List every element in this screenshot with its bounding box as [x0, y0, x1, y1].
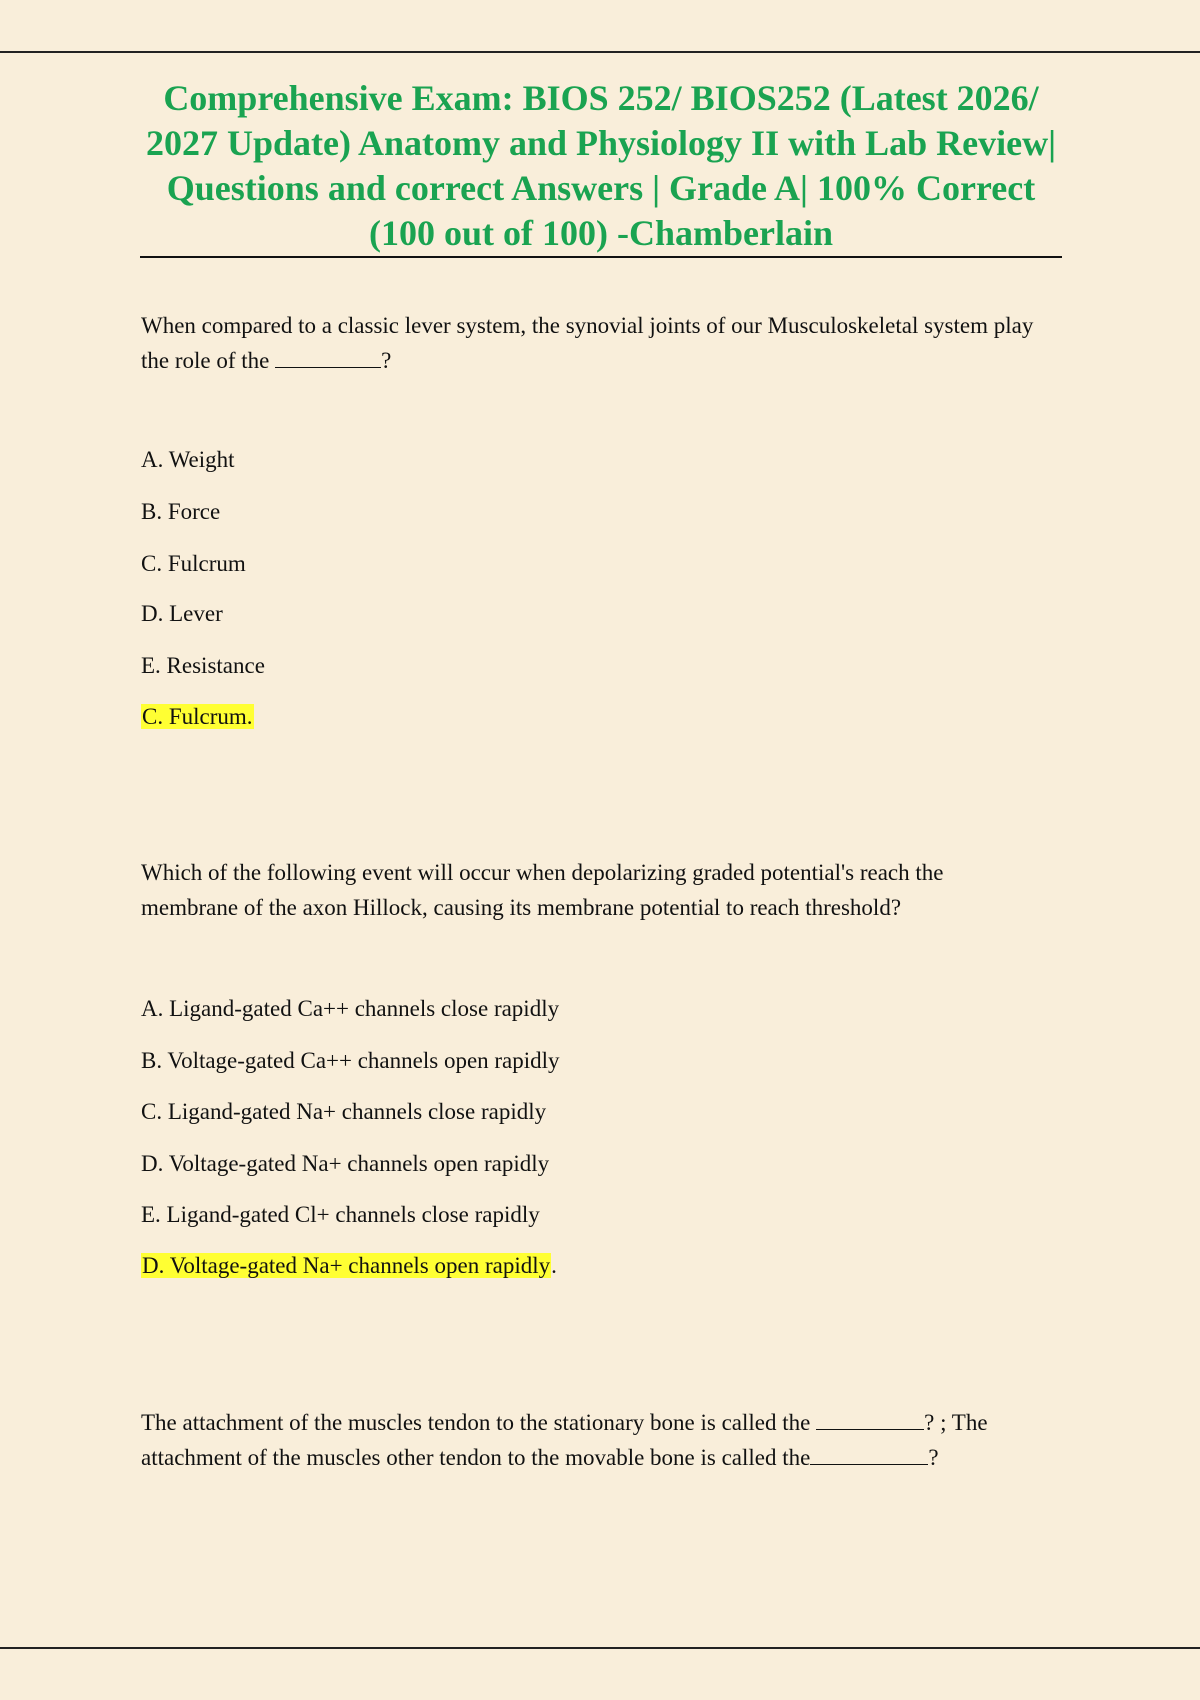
answer-blank	[816, 1407, 924, 1430]
question-1	[141, 308, 1081, 378]
question-1-option-e: E. Resistance	[141, 653, 265, 678]
question-2	[141, 855, 1081, 925]
title-line-1: Comprehensive Exam: BIOS 252/ BIOS252 (Latest 2026/	[163, 78, 1039, 118]
question-3-line-1-end: ? ; The	[924, 1410, 988, 1435]
question-1-line-2	[141, 343, 1081, 378]
question-3-line-2-text: attachment of the muscles other tendon to the movable bone is called the	[141, 1445, 811, 1470]
question-2-answer	[141, 1251, 557, 1281]
question-1-line-1: When compared to a classic lever system, the synovial joints of our Musculoskeletal system play	[141, 313, 1034, 338]
question-3-line-1-text: The attachment of the muscles tendon to the stationary bone is called the	[141, 1410, 811, 1435]
question-1-option-b: B. Force	[141, 499, 221, 524]
question-1-answer-highlight: C. Fulcrum.	[142, 704, 253, 729]
question-3-line-1	[141, 1405, 1081, 1440]
question-2-answer-end: .	[551, 1253, 557, 1278]
title-line-3: Questions and correct Answers | Grade A| 100% Correct	[166, 168, 1036, 208]
question-2-line-2: membrane of the axon Hillock, causing its membrane potential to reach threshold?	[141, 895, 902, 920]
question-2-option-c: C. Ligand-gated Na+ channels close rapidly	[141, 1099, 547, 1124]
title-line-4: (100 out of 100) -Chamberlain	[369, 213, 833, 253]
page-top-rule	[0, 51, 1200, 53]
question-3-line-2	[141, 1440, 1081, 1475]
question-3-line-2-end: ?	[928, 1445, 939, 1470]
question-1-option-d: D. Lever	[141, 601, 223, 626]
question-1-answer	[141, 702, 254, 732]
answer-blank	[275, 345, 381, 368]
question-1-line-2-text: the role of the	[141, 348, 270, 373]
title-line-2: 2027 Update) Anatomy and Physiology II with Lab Review|	[145, 123, 1057, 163]
question-2-option-e: E. Ligand-gated Cl+ channels close rapidly	[141, 1202, 540, 1227]
question-2-option-d: D. Voltage-gated Na+ channels open rapidly	[141, 1151, 550, 1176]
answer-blank	[810, 1442, 928, 1465]
question-1-line-2-end: ?	[381, 348, 392, 373]
question-2-line-1: Which of the following event will occur when depolarizing graded potential's reach the	[141, 860, 944, 885]
question-1-option-a: A. Weight	[141, 447, 235, 472]
question-1-option-c: C. Fulcrum	[141, 551, 246, 576]
question-2-option-b: B. Voltage-gated Ca++ channels open rapidly	[141, 1048, 560, 1073]
question-2-answer-highlight: D. Voltage-gated Na+ channels open rapidly	[142, 1253, 551, 1278]
question-2-option-a: A. Ligand-gated Ca++ channels close rapidly	[141, 996, 560, 1021]
document-title	[140, 76, 1062, 258]
question-3	[141, 1405, 1081, 1475]
page-bottom-rule	[0, 1647, 1200, 1649]
